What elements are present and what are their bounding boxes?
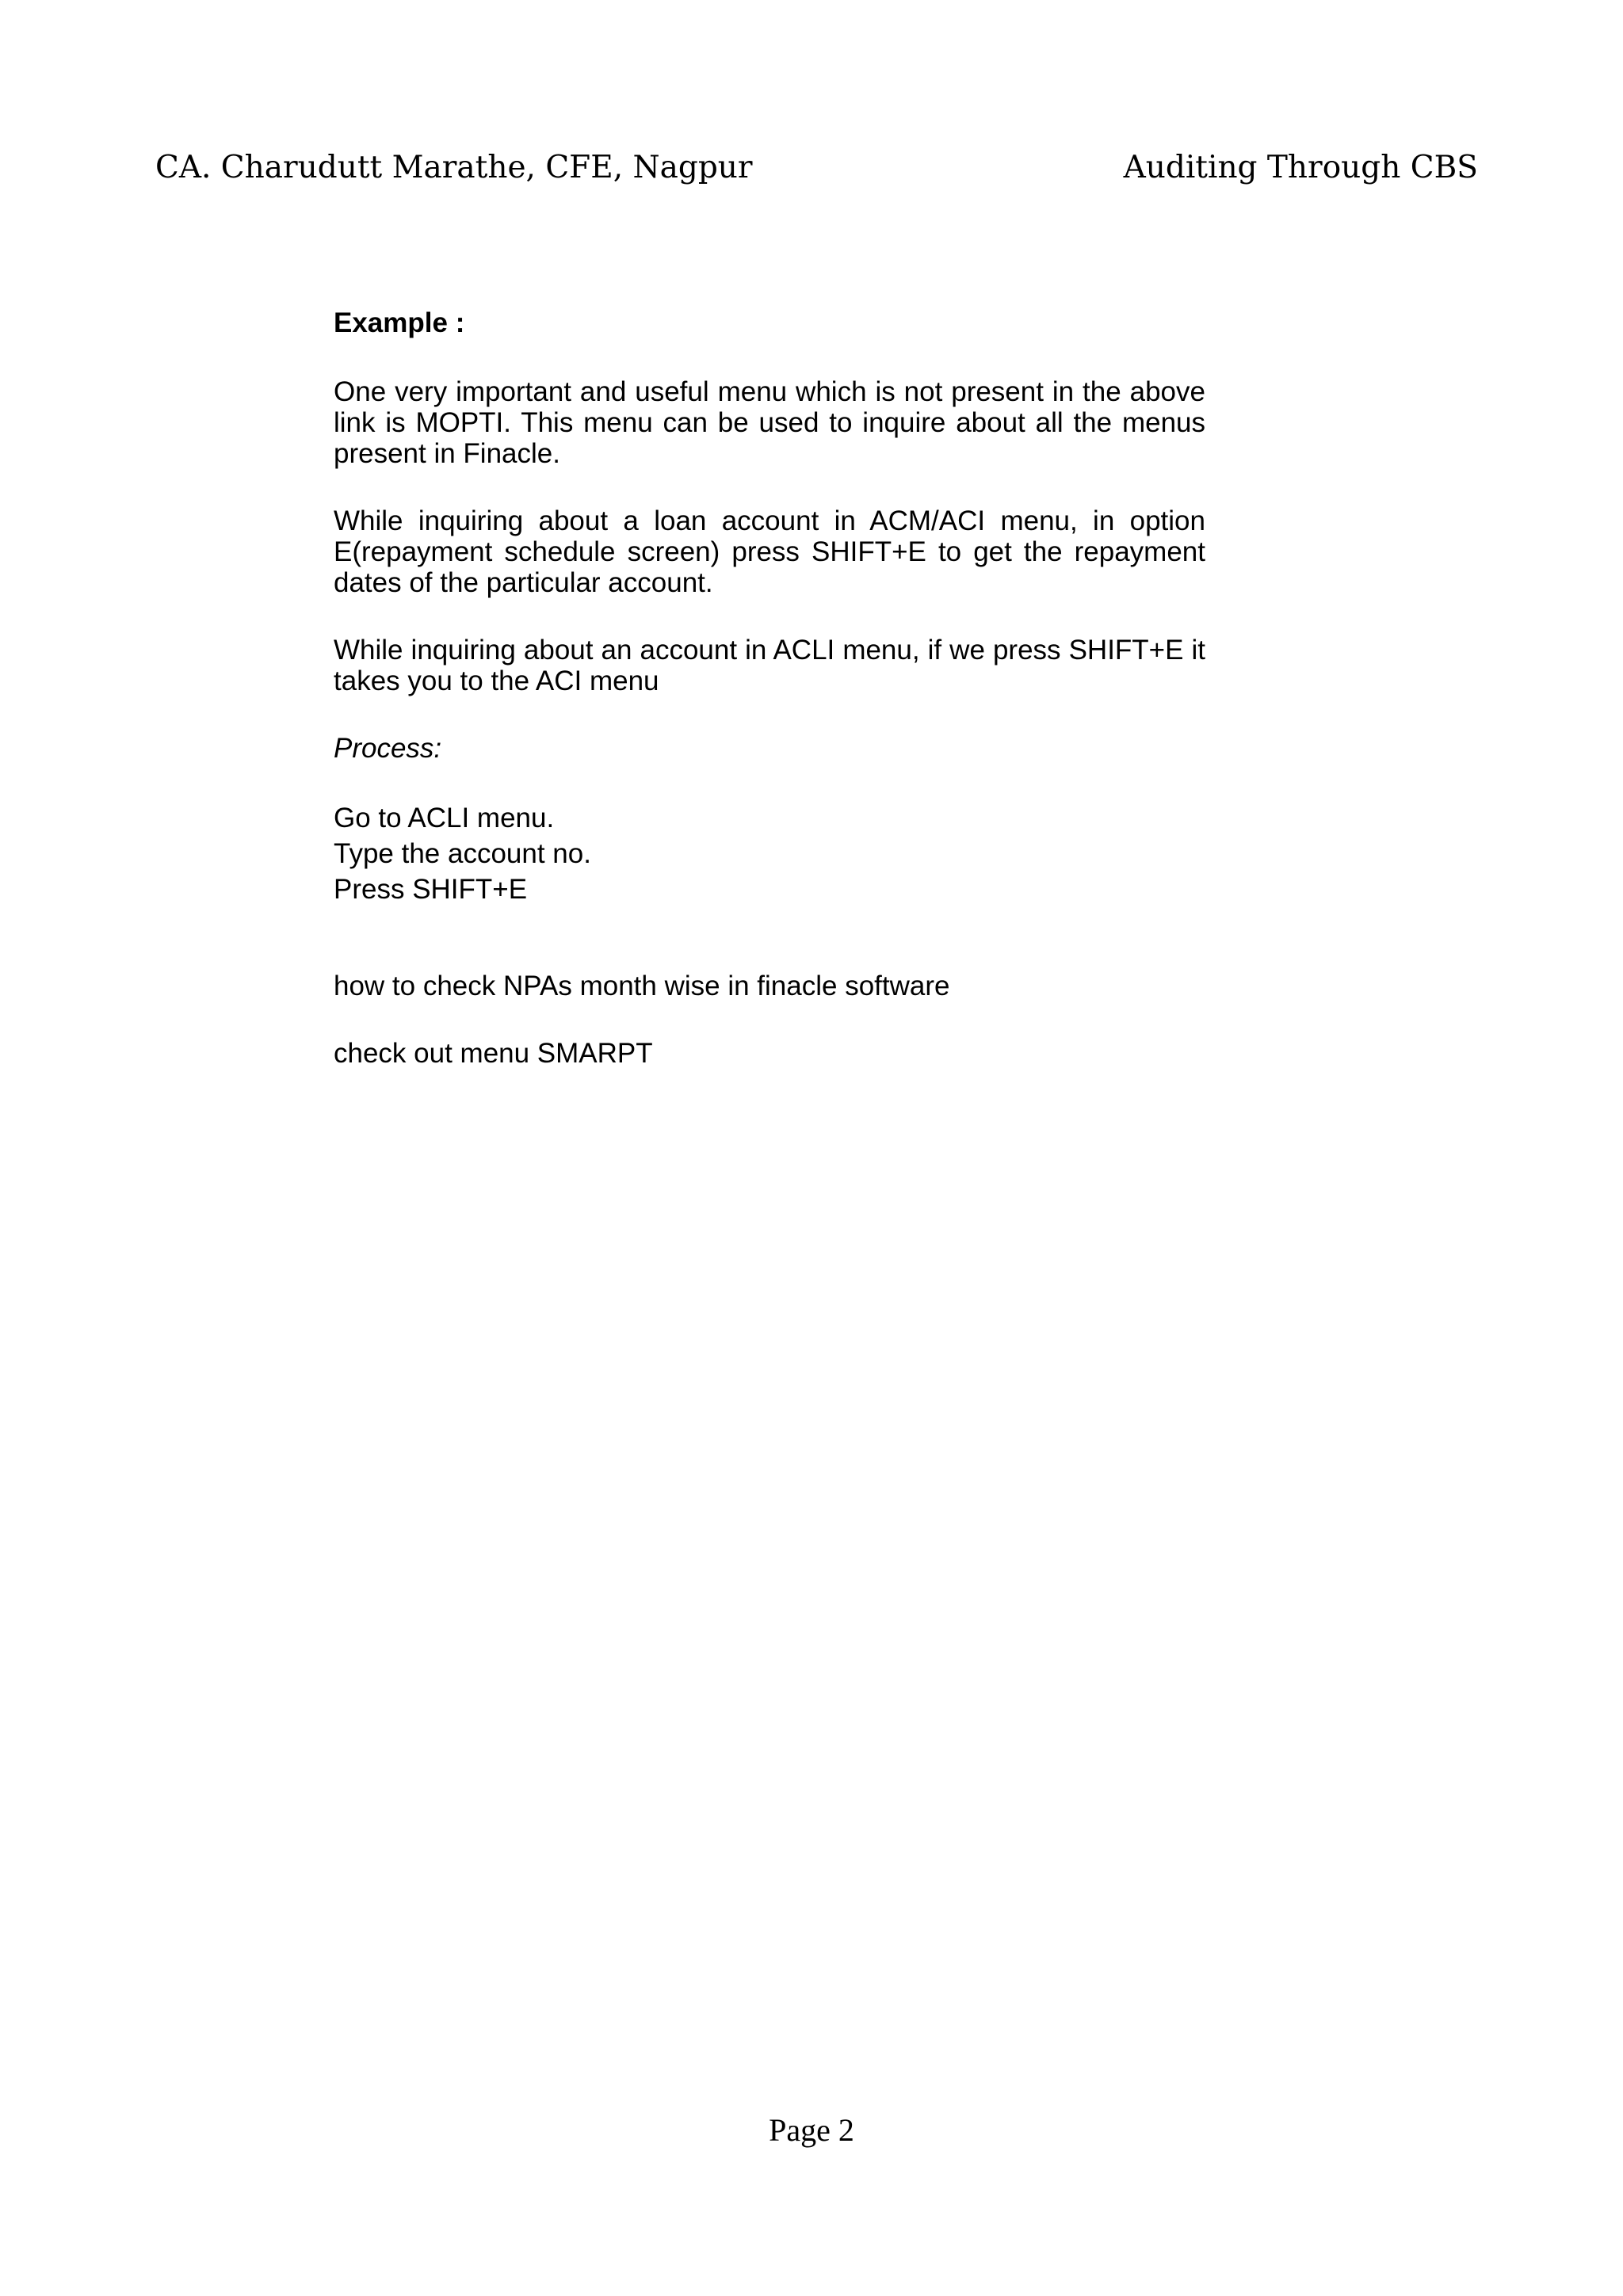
process-step: Type the account no. [334, 838, 591, 869]
process-steps [334, 800, 1205, 907]
process-step: Go to ACLI menu. [334, 803, 555, 833]
paragraph-mopti: One very important and useful menu which is not present in the above link is MOPTI. This menu can be used to inquire about all the menus present in Finacle. [334, 376, 1205, 469]
page-number: Page 2 [769, 2112, 854, 2148]
page-body [334, 307, 1205, 1069]
process-label: Process: [334, 733, 442, 764]
header-author: CA. Charudutt Marathe, CFE, Nagpur [155, 150, 753, 185]
process-step: Press SHIFT+E [334, 874, 528, 905]
question-text: how to check NPAs month wise in finacle software [334, 971, 950, 1001]
paragraph-acli-menu: While inquiring about an account in ACLI menu, if we press SHIFT+E it takes you to the ACI menu [334, 635, 1205, 696]
example-heading: Example : [334, 307, 465, 338]
paragraph-loan-account: While inquiring about a loan account in ACM/ACI menu, in option E(repayment schedule screen) press SHIFT+E to get the repayment dates of the particular account. [334, 505, 1205, 598]
header-title: Auditing Through CBS [1123, 150, 1478, 185]
answer-text: check out menu SMARPT [334, 1038, 653, 1069]
